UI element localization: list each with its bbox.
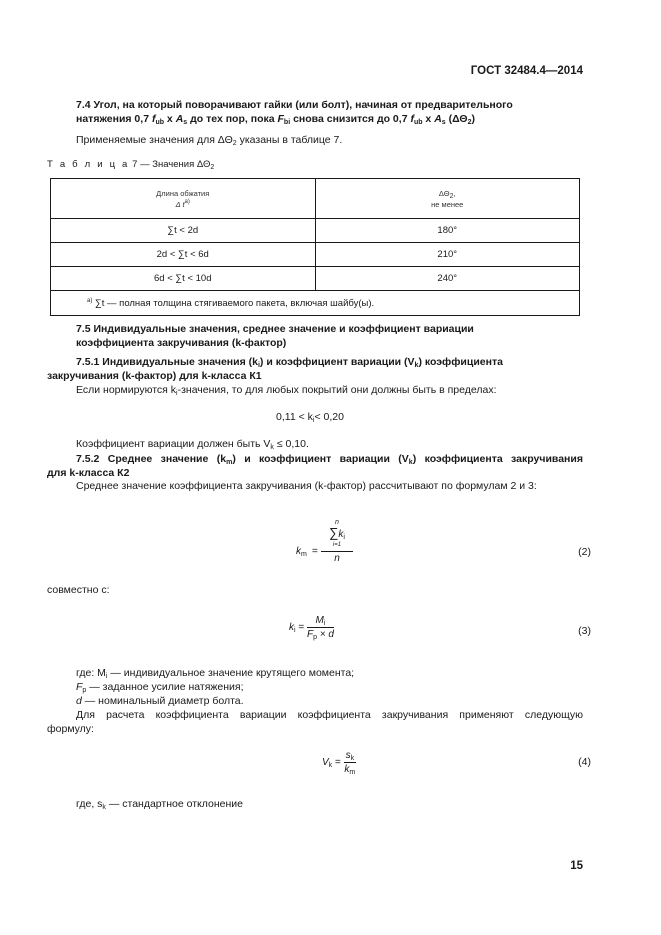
where-line-3: d — номинальный диаметр болта. (76, 695, 244, 707)
table-footnote-row (51, 291, 580, 316)
equation-4: $V_k$ = $\frac{s_k}{k_m}$ (322, 750, 356, 776)
table-row (51, 219, 580, 243)
table-footnote: $^{a)}$ ∑t — полная толщина стягиваемого пакета, включая шайбу(ы). (51, 291, 580, 316)
table-7 (50, 178, 580, 316)
section-7-4-title-line2: натяжения 0,7 $f_{ub}$ x $A_s$ до тех пор, пока $F_{bi}$ снова снизится до 0,7 $f_{ub}$ x $A_s$ $(\Delta\Theta_2)$ (76, 113, 475, 126)
header-angle-min: $\Delta\Theta_2$, не менее (315, 179, 580, 219)
equation-2-number: (2) (578, 546, 591, 558)
row-range: 6d < ∑t < 10d (51, 267, 316, 291)
section-7-5-2-text: Среднее значение коэффициента закручивания (k-фактор) рассчитывают по формулам 2 и 3: (76, 480, 537, 492)
section-7-5-title-line1: 7.5 Индивидуальные значения, среднее значение и коэффициент вариации (76, 323, 474, 335)
row-range: ∑t < 2d (51, 219, 316, 243)
document-header: ГОСТ 32484.4—2014 (470, 65, 583, 77)
k-range-expression: $0,11 < k_i< 0,20$ (276, 411, 344, 424)
page-number: 15 (570, 860, 583, 872)
table-7-caption: Т а б л и ц а 7 — Значения $\Delta\Theta_2$ (47, 159, 215, 171)
row-value: 180° (315, 219, 580, 243)
row-value: 240° (315, 267, 580, 291)
section-7-5-1-title-line2: закручивания (k-фактор) для k-класса К1 (47, 370, 262, 382)
section-7-5-2-title-line1: 7.5.2 Среднее значение $(k_m)$ и коэффициент вариации $(V_k)$ коэффициента закручивания (76, 453, 583, 466)
section-7-5-title-line2: коэффициента закручивания (k-фактор) (76, 337, 287, 349)
section-7-4-applied-text: Применяемые значения для $\Delta\Theta_2$ указаны в таблице 7. (76, 134, 343, 147)
header-compression-length: Длина обжатия Δ $t^{a)}$ (51, 179, 316, 219)
where-line-4: Для расчета коэффициента вариации коэффициента закручивания применяют следующую (76, 709, 583, 721)
together-with-label: совместно с: (47, 584, 110, 596)
equation-3: $k_i$ = $\frac{M_i}{F_p \times d}$ (289, 615, 334, 641)
equation-3-number: (3) (578, 625, 591, 637)
section-7-5-1-text: Если нормируются $k_i$-значения, то для любых покрытий они должны быть в пределах: (76, 384, 497, 397)
variation-requirement: Коэффициент вариации должен быть $V_k \le 0,10$. (76, 438, 309, 451)
table-row (51, 243, 580, 267)
where-line-2: $F_p$ — заданное усилие натяжения; (76, 681, 244, 694)
where-std-deviation: где, $s_k$ — стандартное отклонение (76, 798, 243, 811)
table-header-row (51, 179, 580, 219)
where-line-5: формулу: (47, 723, 94, 735)
section-7-4-title-line1: 7.4 Угол, на который поворачивают гайки (или болт), начиная от предварительного (76, 99, 513, 111)
row-range: 2d < ∑t < 6d (51, 243, 316, 267)
table-row (51, 267, 580, 291)
section-7-5-2-title-line2: для k-класса К2 (47, 467, 130, 479)
equation-4-number: (4) (578, 756, 591, 768)
section-7-5-1-title-line1: 7.5.1 Индивидуальные значения $(k_i)$ и коэффициент вариации $(V_k)$ коэффициента (76, 356, 503, 369)
where-line-1: где: $M_i$ — индивидуальное значение крутящего момента; (76, 667, 355, 680)
row-value: 210° (315, 243, 580, 267)
